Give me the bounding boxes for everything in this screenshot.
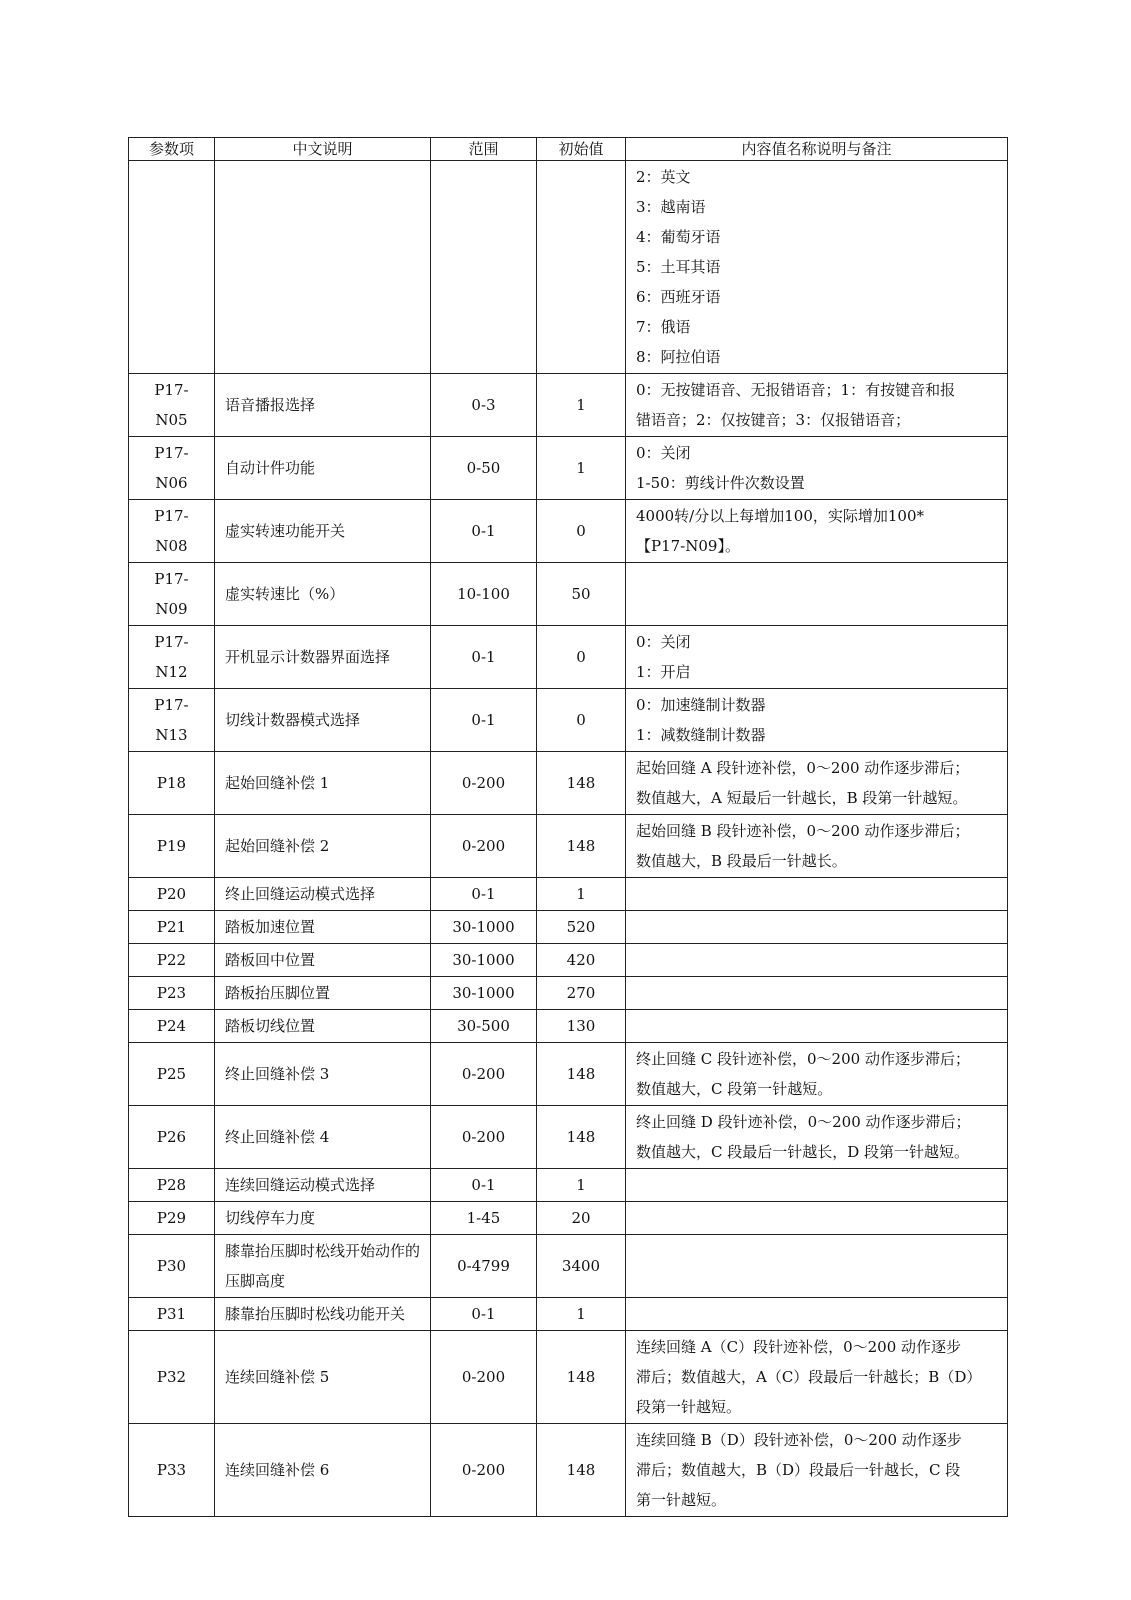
initial-value-cell: 1 xyxy=(537,1298,626,1331)
table-row xyxy=(129,815,1008,878)
note-line: 错语音；2：仅按键音；3：仅报错语音； xyxy=(636,411,911,429)
description-cell: 终止回缝补偿 3 xyxy=(215,1043,431,1106)
param-cell: P28 xyxy=(129,1169,215,1202)
initial-value-cell: 0 xyxy=(537,689,626,752)
table-row xyxy=(129,1235,1008,1298)
table-body xyxy=(129,161,1008,1517)
description-cell: 起始回缝补偿 2 xyxy=(215,815,431,878)
description-cell: 切线计数器模式选择 xyxy=(215,689,431,752)
description-cell: 语音播报选择 xyxy=(215,374,431,437)
initial-value-cell: 1 xyxy=(537,878,626,911)
notes-cell xyxy=(626,1202,1008,1235)
range-cell: 0-1 xyxy=(431,689,537,752)
range-cell: 30-1000 xyxy=(431,944,537,977)
description-cell: 虚实转速功能开关 xyxy=(215,500,431,563)
table-row xyxy=(129,1106,1008,1169)
note-line: 1：减数缝制计数器 xyxy=(636,726,766,744)
note-line: 数值越大，C 段第一针越短。 xyxy=(636,1080,833,1098)
initial-value-cell: 148 xyxy=(537,752,626,815)
table-row xyxy=(129,626,1008,689)
header-param: 参数项 xyxy=(129,138,215,161)
description-cell: 踏板回中位置 xyxy=(215,944,431,977)
initial-value-cell: 148 xyxy=(537,815,626,878)
range-cell: 0-4799 xyxy=(431,1235,537,1298)
note-line: 段第一针越短。 xyxy=(636,1398,742,1416)
notes-cell xyxy=(626,161,1008,374)
notes-cell xyxy=(626,1298,1008,1331)
note-line: 6：西班牙语 xyxy=(636,288,721,306)
range-cell: 0-1 xyxy=(431,1169,537,1202)
range-cell: 30-1000 xyxy=(431,977,537,1010)
initial-value-cell: 270 xyxy=(537,977,626,1010)
param-cell: P17-N13 xyxy=(129,689,215,752)
initial-value-cell: 420 xyxy=(537,944,626,977)
note-line: 滞后；数值越大，B（D）段最后一针越长，C 段 xyxy=(636,1461,961,1479)
table-row xyxy=(129,878,1008,911)
description-cell: 虚实转速比（%） xyxy=(215,563,431,626)
description-cell: 切线停车力度 xyxy=(215,1202,431,1235)
initial-value-cell: 148 xyxy=(537,1043,626,1106)
initial-value-cell: 0 xyxy=(537,500,626,563)
note-line: 0：关闭 xyxy=(636,444,691,462)
note-line: 8：阿拉伯语 xyxy=(636,348,721,366)
table-row xyxy=(129,977,1008,1010)
param-cell: P17-N05 xyxy=(129,374,215,437)
param-cell: P17-N12 xyxy=(129,626,215,689)
initial-value-cell: 148 xyxy=(537,1424,626,1517)
range-cell: 1-45 xyxy=(431,1202,537,1235)
range-cell: 10-100 xyxy=(431,563,537,626)
table-row xyxy=(129,500,1008,563)
note-line: 1-50：剪线计件次数设置 xyxy=(636,474,805,492)
header-row xyxy=(129,138,1008,161)
notes-cell xyxy=(626,1169,1008,1202)
table-row xyxy=(129,374,1008,437)
note-line: 终止回缝 D 段针迹补偿，0～200 动作逐步滞后； xyxy=(636,1113,971,1131)
param-cell: P29 xyxy=(129,1202,215,1235)
description-cell: 连续回缝补偿 6 xyxy=(215,1424,431,1517)
param-cell: P17-N08 xyxy=(129,500,215,563)
description-cell: 起始回缝补偿 1 xyxy=(215,752,431,815)
header-range: 范围 xyxy=(431,138,537,161)
table-row xyxy=(129,911,1008,944)
parameter-table xyxy=(128,137,1008,1517)
range-cell: 30-1000 xyxy=(431,911,537,944)
range-cell: 0-1 xyxy=(431,500,537,563)
note-line: 3：越南语 xyxy=(636,198,706,216)
note-line: 0：关闭 xyxy=(636,633,691,651)
initial-value-cell: 130 xyxy=(537,1010,626,1043)
note-line: 0：加速缝制计数器 xyxy=(636,696,766,714)
notes-cell xyxy=(626,752,1008,815)
note-line: 起始回缝 B 段针迹补偿，0～200 动作逐步滞后； xyxy=(636,822,970,840)
notes-cell xyxy=(626,977,1008,1010)
description-cell: 自动计件功能 xyxy=(215,437,431,500)
range-cell: 0-1 xyxy=(431,1298,537,1331)
table-row xyxy=(129,1169,1008,1202)
initial-value-cell: 148 xyxy=(537,1106,626,1169)
notes-cell xyxy=(626,1043,1008,1106)
note-line: 连续回缝 B（D）段针迹补偿，0～200 动作逐步 xyxy=(636,1431,962,1449)
initial-value-cell: 1 xyxy=(537,374,626,437)
note-line: 滞后；数值越大，A（C）段最后一针越长；B（D） xyxy=(636,1368,982,1386)
param-cell: P30 xyxy=(129,1235,215,1298)
note-line: 5：土耳其语 xyxy=(636,258,721,276)
description-cell: 开机显示计数器界面选择 xyxy=(215,626,431,689)
initial-value-cell: 1 xyxy=(537,1169,626,1202)
range-cell: 0-50 xyxy=(431,437,537,500)
table-row xyxy=(129,1202,1008,1235)
range-cell: 30-500 xyxy=(431,1010,537,1043)
description-cell: 膝靠抬压脚时松线功能开关 xyxy=(215,1298,431,1331)
description-cell: 踏板切线位置 xyxy=(215,1010,431,1043)
range-cell: 0-200 xyxy=(431,1043,537,1106)
param-cell xyxy=(129,161,215,374)
note-line: 数值越大，C 段最后一针越长，D 段第一针越短。 xyxy=(636,1143,970,1161)
note-line: 终止回缝 C 段针迹补偿，0～200 动作逐步滞后； xyxy=(636,1050,970,1068)
notes-cell xyxy=(626,500,1008,563)
param-cell: P31 xyxy=(129,1298,215,1331)
table-row xyxy=(129,1010,1008,1043)
range-cell: 0-200 xyxy=(431,1424,537,1517)
header-notes: 内容值名称说明与备注 xyxy=(626,138,1008,161)
param-cell: P17-N06 xyxy=(129,437,215,500)
table-row xyxy=(129,752,1008,815)
param-cell: P22 xyxy=(129,944,215,977)
notes-cell xyxy=(626,944,1008,977)
note-line: 数值越大，B 段最后一针越长。 xyxy=(636,852,847,870)
note-line: 【P17-N09】。 xyxy=(636,537,740,555)
table-row xyxy=(129,689,1008,752)
range-cell: 0-200 xyxy=(431,815,537,878)
initial-value-cell: 1 xyxy=(537,437,626,500)
notes-cell xyxy=(626,626,1008,689)
header-description: 中文说明 xyxy=(215,138,431,161)
notes-cell xyxy=(626,1010,1008,1043)
notes-cell xyxy=(626,374,1008,437)
table-row xyxy=(129,1043,1008,1106)
param-cell: P17-N09 xyxy=(129,563,215,626)
description-cell: 连续回缝运动模式选择 xyxy=(215,1169,431,1202)
param-cell: P23 xyxy=(129,977,215,1010)
notes-cell xyxy=(626,563,1008,626)
param-cell: P18 xyxy=(129,752,215,815)
table-header xyxy=(129,138,1008,161)
note-line: 2：英文 xyxy=(636,168,691,186)
initial-value-cell: 0 xyxy=(537,626,626,689)
note-line: 第一针越短。 xyxy=(636,1491,727,1509)
notes-cell xyxy=(626,689,1008,752)
note-line: 1：开启 xyxy=(636,663,691,681)
description-cell: 膝靠抬压脚时松线开始动作的压脚高度 xyxy=(215,1235,431,1298)
description-cell xyxy=(215,161,431,374)
notes-cell xyxy=(626,878,1008,911)
param-cell: P25 xyxy=(129,1043,215,1106)
notes-cell xyxy=(626,437,1008,500)
table-row xyxy=(129,437,1008,500)
notes-cell xyxy=(626,1106,1008,1169)
param-cell: P33 xyxy=(129,1424,215,1517)
initial-value-cell: 3400 xyxy=(537,1235,626,1298)
note-line: 连续回缝 A（C）段针迹补偿，0～200 动作逐步 xyxy=(636,1338,962,1356)
description-cell: 终止回缝补偿 4 xyxy=(215,1106,431,1169)
param-cell: P19 xyxy=(129,815,215,878)
note-line: 4000转/分以上每增加100，实际增加100* xyxy=(636,507,924,525)
initial-value-cell: 520 xyxy=(537,911,626,944)
note-line: 4：葡萄牙语 xyxy=(636,228,721,246)
range-cell: 0-200 xyxy=(431,1331,537,1424)
table-row xyxy=(129,1298,1008,1331)
table-row xyxy=(129,944,1008,977)
description-cell: 连续回缝补偿 5 xyxy=(215,1331,431,1424)
note-line: 起始回缝 A 段针迹补偿，0～200 动作逐步滞后； xyxy=(636,759,970,777)
table-row xyxy=(129,563,1008,626)
description-cell: 终止回缝运动模式选择 xyxy=(215,878,431,911)
range-cell: 0-200 xyxy=(431,1106,537,1169)
range-cell: 0-3 xyxy=(431,374,537,437)
range-cell: 0-200 xyxy=(431,752,537,815)
table-row xyxy=(129,161,1008,374)
note-line: 7：俄语 xyxy=(636,318,691,336)
range-cell: 0-1 xyxy=(431,626,537,689)
range-cell xyxy=(431,161,537,374)
param-cell: P20 xyxy=(129,878,215,911)
description-cell: 踏板抬压脚位置 xyxy=(215,977,431,1010)
initial-value-cell: 20 xyxy=(537,1202,626,1235)
param-cell: P24 xyxy=(129,1010,215,1043)
note-line: 数值越大，A 短最后一针越长，B 段第一针越短。 xyxy=(636,789,968,807)
initial-value-cell: 148 xyxy=(537,1331,626,1424)
notes-cell xyxy=(626,1424,1008,1517)
param-cell: P21 xyxy=(129,911,215,944)
notes-cell xyxy=(626,1235,1008,1298)
table-row xyxy=(129,1331,1008,1424)
header-initial-value: 初始值 xyxy=(537,138,626,161)
notes-cell xyxy=(626,815,1008,878)
range-cell: 0-1 xyxy=(431,878,537,911)
initial-value-cell xyxy=(537,161,626,374)
param-cell: P32 xyxy=(129,1331,215,1424)
notes-cell xyxy=(626,1331,1008,1424)
notes-cell xyxy=(626,911,1008,944)
param-cell: P26 xyxy=(129,1106,215,1169)
note-line: 0：无按键语音、无报错语音；1：有按键音和报 xyxy=(636,381,956,399)
table-row xyxy=(129,1424,1008,1517)
initial-value-cell: 50 xyxy=(537,563,626,626)
description-cell: 踏板加速位置 xyxy=(215,911,431,944)
